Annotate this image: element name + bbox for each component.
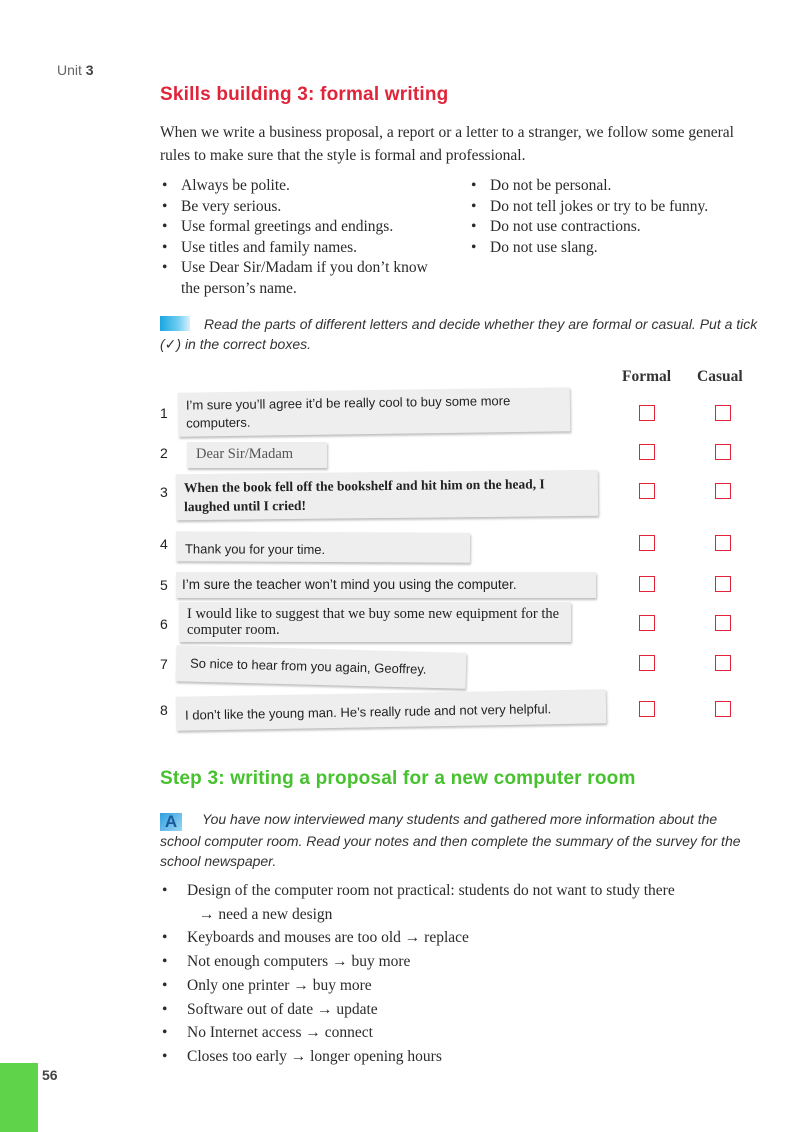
letter-snippet: I don’t like the young man. He’s really rude and not very helpful. [176, 689, 607, 730]
casual-checkbox[interactable] [715, 444, 731, 460]
rules-dont-list [469, 176, 769, 258]
casual-checkbox[interactable] [715, 701, 731, 717]
letter-snippet: So nice to hear from you again, Geoffrey. [176, 645, 467, 689]
formal-checkbox[interactable] [639, 405, 655, 421]
note-item: • Not enough computers → buy more [160, 950, 770, 974]
rule-item: • Do not be personal. [469, 176, 769, 197]
casual-checkbox[interactable] [715, 405, 731, 421]
casual-checkbox[interactable] [715, 576, 731, 592]
formal-checkbox[interactable] [639, 483, 655, 499]
rules-do-list [160, 176, 450, 299]
formal-checkbox[interactable] [639, 444, 655, 460]
formal-checkbox[interactable] [639, 615, 655, 631]
formal-checkbox[interactable] [639, 535, 655, 551]
exercise-tag-icon [160, 316, 190, 331]
casual-checkbox[interactable] [715, 483, 731, 499]
unit-label [57, 62, 94, 78]
note-item: • No Internet access → connect [160, 1021, 770, 1045]
item-number: 5 [160, 577, 168, 593]
formal-checkbox[interactable] [639, 701, 655, 717]
rule-item: • Use Dear Sir/Madam if you don’t know the person’s name. [160, 258, 450, 299]
unit-label-text: Unit [57, 62, 82, 78]
letter-snippet: Dear Sir/Madam [187, 442, 327, 468]
rule-item: • Do not use slang. [469, 238, 769, 259]
column-header-casual: Casual [697, 368, 743, 385]
letter-snippet: When the book fell off the bookshelf and hit him on the head, I laughed until I cried! [176, 470, 598, 520]
exercise-instruction [160, 314, 760, 354]
notes-list [160, 879, 770, 1069]
item-number: 6 [160, 616, 168, 632]
note-item [160, 879, 770, 926]
note-item: • Closes too early → longer opening hours [160, 1045, 770, 1069]
step-instruction-text: You have now interviewed many students and gathered more information about the school computer room. Read your notes and then complete the summary of the survey for the school newspaper. [160, 811, 741, 869]
item-number: 4 [160, 536, 168, 552]
page-number: 56 [42, 1067, 58, 1083]
unit-number: 3 [85, 62, 94, 78]
item-number: 3 [160, 484, 168, 500]
rule-item: • Use titles and family names. [160, 238, 450, 259]
skills-intro: When we write a business proposal, a report or a letter to a stranger, we follow some general rules to make sure that the style is formal and professional. [160, 124, 734, 164]
letter-snippet: I would like to suggest that we buy some new equipment for the computer room. [179, 602, 571, 642]
rule-item: • Do not use contractions. [469, 217, 769, 238]
step-instruction [160, 809, 760, 871]
skills-title: Skills building 3: formal writing [160, 84, 449, 105]
letter-snippet: I’m sure the teacher won’t mind you using the computer. [176, 572, 596, 598]
casual-checkbox[interactable] [715, 535, 731, 551]
rule-item: • Use formal greetings and endings. [160, 217, 450, 238]
rule-item: • Do not tell jokes or try to be funny. [469, 197, 769, 218]
note-continuation: → need a new design [199, 905, 333, 923]
letter-snippet: Thank you for your time. [176, 531, 470, 563]
step-title: Step 3: writing a proposal for a new computer room [160, 768, 636, 789]
casual-checkbox[interactable] [715, 655, 731, 671]
note-item: • Software out of date → update [160, 998, 770, 1022]
casual-checkbox[interactable] [715, 615, 731, 631]
note-item: • Keyboards and mouses are too old → replace [160, 926, 770, 950]
item-number: 7 [160, 656, 168, 672]
note-text: Design of the computer room not practical: students do not want to study there [187, 882, 675, 899]
item-number: 2 [160, 445, 168, 461]
item-number: 8 [160, 702, 168, 718]
formal-checkbox[interactable] [639, 576, 655, 592]
column-header-formal: Formal [622, 368, 672, 385]
formal-checkbox[interactable] [639, 655, 655, 671]
step-tag-a-icon: A [160, 813, 182, 831]
item-number: 1 [160, 405, 168, 421]
rule-item: • Be very serious. [160, 197, 450, 218]
rule-item: • Always be polite. [160, 176, 450, 197]
page-color-bar [0, 1063, 38, 1132]
exercise-instruction-text: Read the parts of different letters and decide whether they are formal or casual. Put a tick (✓) in the correct boxes. [160, 316, 758, 352]
letter-snippet: I’m sure you’ll agree it’d be really cool to buy some more computers. [178, 387, 571, 436]
note-item: • Only one printer → buy more [160, 974, 770, 998]
